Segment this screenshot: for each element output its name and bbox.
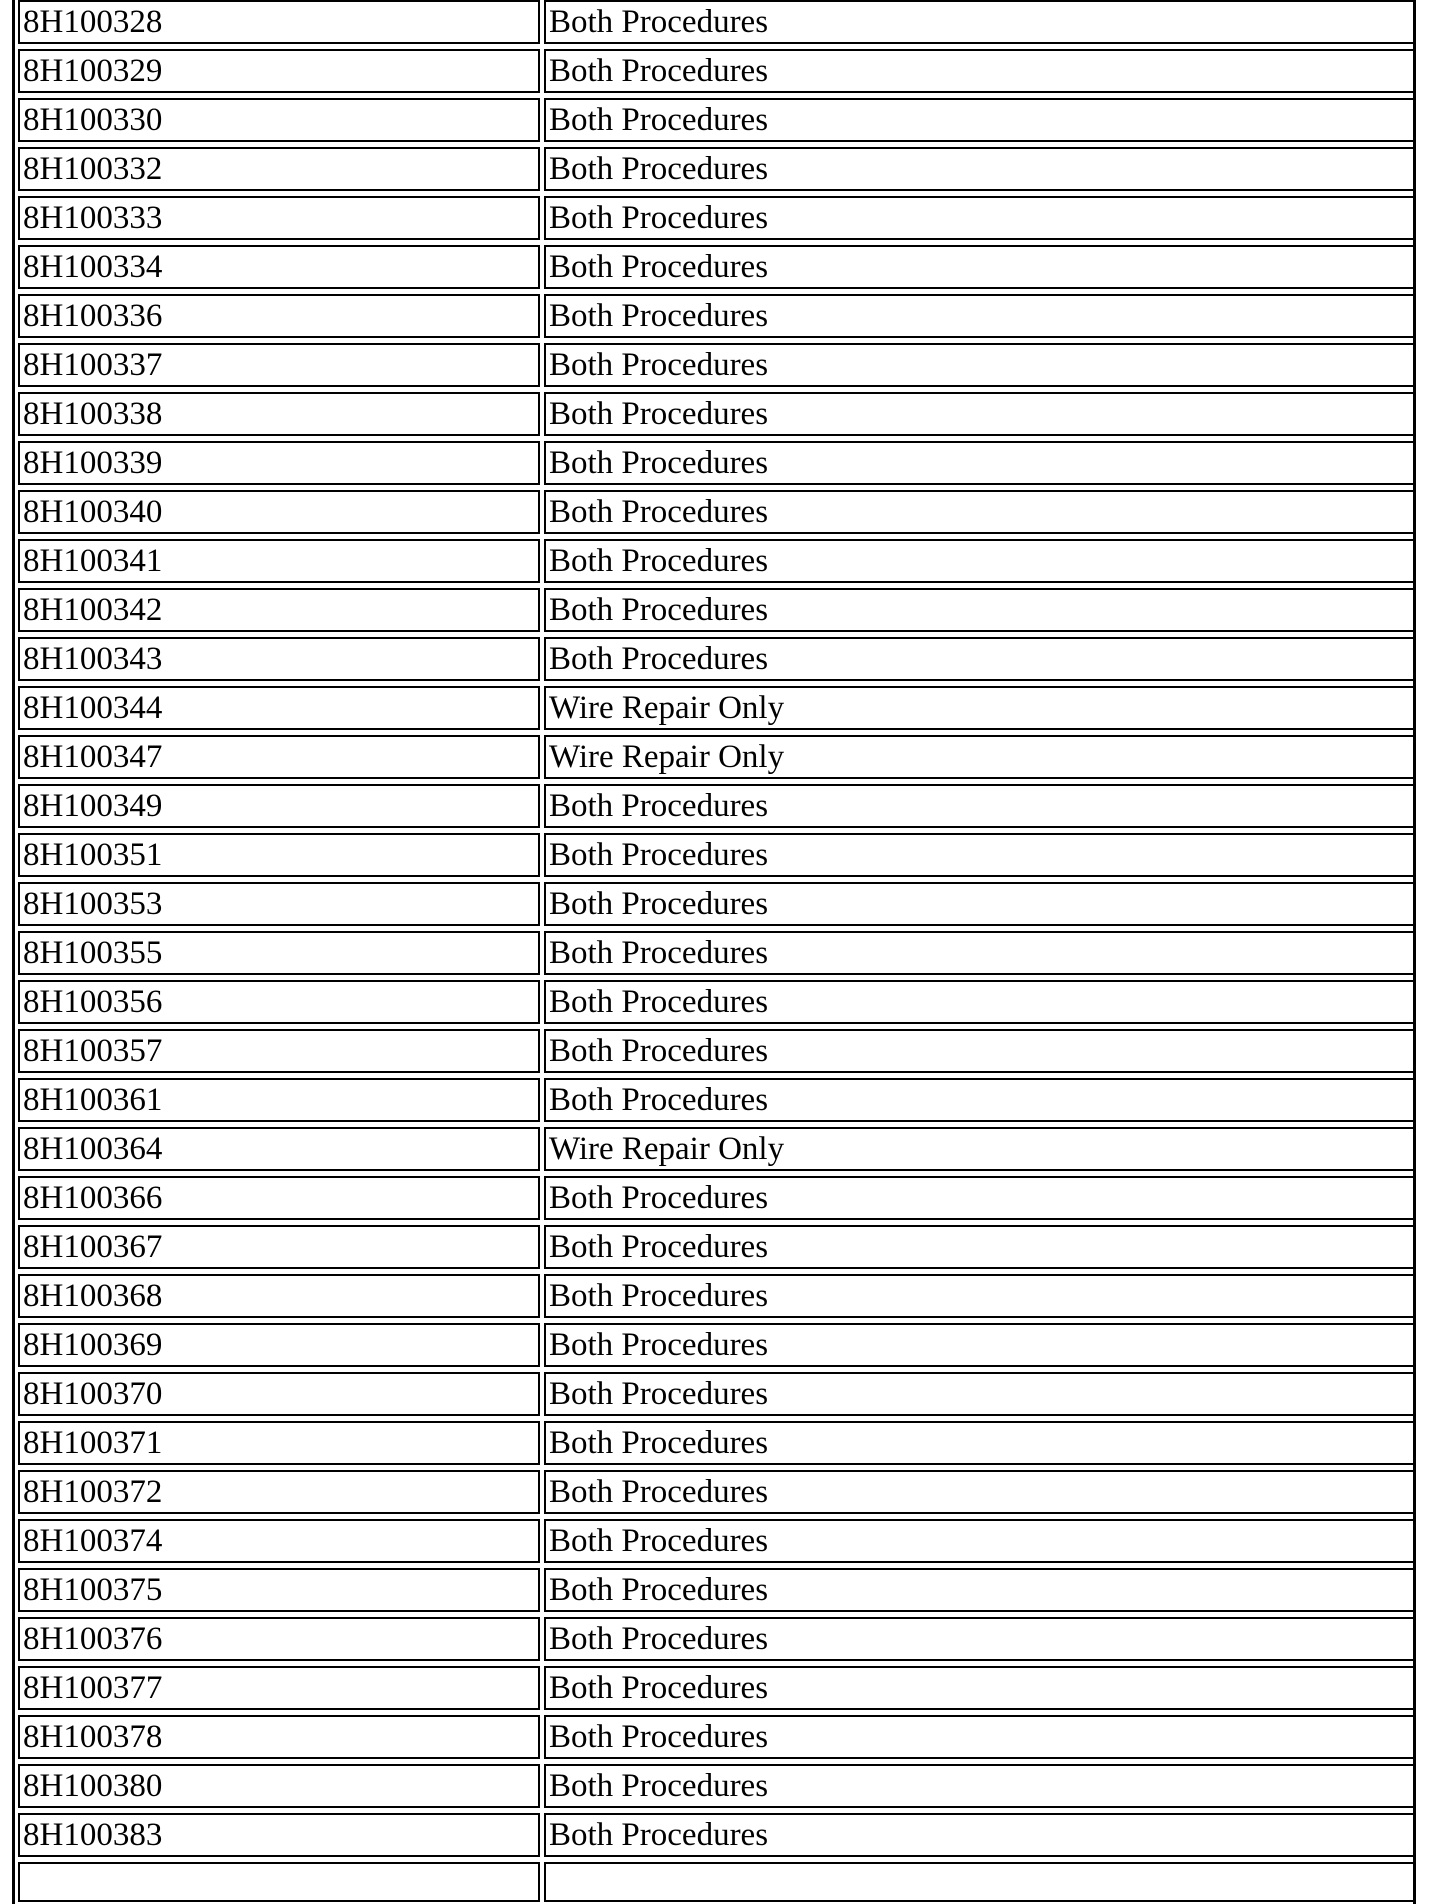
procedure-cell: Both Procedures bbox=[544, 294, 1416, 338]
procedure-cell: Both Procedures bbox=[544, 245, 1416, 289]
table-row bbox=[18, 49, 1416, 93]
table-row bbox=[18, 1274, 1416, 1318]
procedure-cell: Both Procedures bbox=[544, 392, 1416, 436]
procedure-cell: Both Procedures bbox=[544, 98, 1416, 142]
part-number-cell: 8H100357 bbox=[18, 1029, 540, 1073]
procedure-cell: Both Procedures bbox=[544, 1029, 1416, 1073]
table-row bbox=[18, 1078, 1416, 1122]
table-row bbox=[18, 294, 1416, 338]
procedure-cell: Both Procedures bbox=[544, 1715, 1416, 1759]
part-number-cell: 8H100368 bbox=[18, 1274, 540, 1318]
procedure-cell: Both Procedures bbox=[544, 1568, 1416, 1612]
part-number-cell: 8H100351 bbox=[18, 833, 540, 877]
table-row bbox=[18, 588, 1416, 632]
procedure-cell: Both Procedures bbox=[544, 1225, 1416, 1269]
procedure-cell: Both Procedures bbox=[544, 1764, 1416, 1808]
part-number-cell: 8H100375 bbox=[18, 1568, 540, 1612]
procedure-cell: Both Procedures bbox=[544, 1274, 1416, 1318]
table-row bbox=[18, 196, 1416, 240]
table-row bbox=[18, 1568, 1416, 1612]
procedure-cell: Both Procedures bbox=[544, 441, 1416, 485]
procedure-cell: Both Procedures bbox=[544, 1323, 1416, 1367]
part-number-cell: 8H100380 bbox=[18, 1764, 540, 1808]
part-number-cell: 8H100370 bbox=[18, 1372, 540, 1416]
part-number-cell: 8H100353 bbox=[18, 882, 540, 926]
procedure-cell: Both Procedures bbox=[544, 882, 1416, 926]
table-row bbox=[18, 1862, 1416, 1902]
procedure-cell: Wire Repair Only bbox=[544, 735, 1416, 779]
procedure-cell: Both Procedures bbox=[544, 980, 1416, 1024]
procedure-cell: Both Procedures bbox=[544, 0, 1416, 44]
part-number-cell: 8H100356 bbox=[18, 980, 540, 1024]
table-row bbox=[18, 735, 1416, 779]
part-number-cell: 8H100337 bbox=[18, 343, 540, 387]
part-number-cell: 8H100334 bbox=[18, 245, 540, 289]
table-row bbox=[18, 833, 1416, 877]
part-number-cell: 8H100361 bbox=[18, 1078, 540, 1122]
procedure-cell: Wire Repair Only bbox=[544, 686, 1416, 730]
part-number-cell: 8H100330 bbox=[18, 98, 540, 142]
table-row bbox=[18, 1029, 1416, 1073]
procedure-cell: Both Procedures bbox=[544, 588, 1416, 632]
table-row bbox=[18, 441, 1416, 485]
table-row bbox=[18, 1519, 1416, 1563]
procedure-cell: Both Procedures bbox=[544, 1470, 1416, 1514]
part-number-cell: 8H100339 bbox=[18, 441, 540, 485]
procedure-cell: Both Procedures bbox=[544, 49, 1416, 93]
part-number-cell: 8H100372 bbox=[18, 1470, 540, 1514]
part-number-cell: 8H100377 bbox=[18, 1666, 540, 1710]
procedure-cell: Both Procedures bbox=[544, 1813, 1416, 1857]
procedure-cell: Both Procedures bbox=[544, 1519, 1416, 1563]
table-row bbox=[18, 343, 1416, 387]
procedure-cell: Both Procedures bbox=[544, 833, 1416, 877]
table-row bbox=[18, 1715, 1416, 1759]
table-row bbox=[18, 686, 1416, 730]
part-number-cell: 8H100340 bbox=[18, 490, 540, 534]
table-row bbox=[18, 931, 1416, 975]
table-row bbox=[18, 1421, 1416, 1465]
part-number-cell: 8H100344 bbox=[18, 686, 540, 730]
procedure-cell: Both Procedures bbox=[544, 147, 1416, 191]
table-row bbox=[18, 882, 1416, 926]
procedure-cell: Wire Repair Only bbox=[544, 1127, 1416, 1171]
part-number-cell: 8H100376 bbox=[18, 1617, 540, 1661]
part-number-cell: 8H100333 bbox=[18, 196, 540, 240]
procedure-cell bbox=[544, 1862, 1416, 1902]
table-row bbox=[18, 1666, 1416, 1710]
table-row bbox=[18, 98, 1416, 142]
procedure-cell: Both Procedures bbox=[544, 343, 1416, 387]
part-number-cell: 8H100371 bbox=[18, 1421, 540, 1465]
part-number-cell: 8H100349 bbox=[18, 784, 540, 828]
procedure-cell: Both Procedures bbox=[544, 539, 1416, 583]
parts-procedure-table bbox=[14, 0, 1416, 1904]
part-number-cell: 8H100383 bbox=[18, 1813, 540, 1857]
table-row bbox=[18, 1813, 1416, 1857]
part-number-cell: 8H100367 bbox=[18, 1225, 540, 1269]
table-row bbox=[18, 392, 1416, 436]
procedure-cell: Both Procedures bbox=[544, 196, 1416, 240]
part-number-cell: 8H100343 bbox=[18, 637, 540, 681]
table-row bbox=[18, 490, 1416, 534]
part-number-cell: 8H100374 bbox=[18, 1519, 540, 1563]
part-number-cell: 8H100342 bbox=[18, 588, 540, 632]
part-number-cell: 8H100328 bbox=[18, 0, 540, 44]
procedure-cell: Both Procedures bbox=[544, 1372, 1416, 1416]
part-number-cell: 8H100366 bbox=[18, 1176, 540, 1220]
procedure-cell: Both Procedures bbox=[544, 1078, 1416, 1122]
table-row bbox=[18, 1372, 1416, 1416]
part-number-cell: 8H100369 bbox=[18, 1323, 540, 1367]
table-body bbox=[18, 0, 1416, 1902]
part-number-cell: 8H100378 bbox=[18, 1715, 540, 1759]
part-number-cell: 8H100341 bbox=[18, 539, 540, 583]
procedure-cell: Both Procedures bbox=[544, 1617, 1416, 1661]
procedure-cell: Both Procedures bbox=[544, 1176, 1416, 1220]
part-number-cell: 8H100364 bbox=[18, 1127, 540, 1171]
procedure-cell: Both Procedures bbox=[544, 490, 1416, 534]
part-number-cell: 8H100336 bbox=[18, 294, 540, 338]
procedure-cell: Both Procedures bbox=[544, 637, 1416, 681]
part-number-cell: 8H100347 bbox=[18, 735, 540, 779]
part-number-cell: 8H100332 bbox=[18, 147, 540, 191]
procedure-cell: Both Procedures bbox=[544, 1666, 1416, 1710]
part-number-cell: 8H100338 bbox=[18, 392, 540, 436]
part-number-cell: 8H100329 bbox=[18, 49, 540, 93]
procedure-cell: Both Procedures bbox=[544, 1421, 1416, 1465]
table-row bbox=[18, 1764, 1416, 1808]
table-row bbox=[18, 784, 1416, 828]
table-row bbox=[18, 147, 1416, 191]
table-row bbox=[18, 1176, 1416, 1220]
parts-table-frame bbox=[12, 0, 1416, 1904]
procedure-cell: Both Procedures bbox=[544, 784, 1416, 828]
table-row bbox=[18, 1127, 1416, 1171]
table-row bbox=[18, 1323, 1416, 1367]
table-row bbox=[18, 539, 1416, 583]
table-row bbox=[18, 1617, 1416, 1661]
table-row bbox=[18, 0, 1416, 44]
procedure-cell: Both Procedures bbox=[544, 931, 1416, 975]
table-row bbox=[18, 980, 1416, 1024]
table-row bbox=[18, 637, 1416, 681]
table-row bbox=[18, 245, 1416, 289]
part-number-cell: 8H100355 bbox=[18, 931, 540, 975]
part-number-cell bbox=[18, 1862, 540, 1902]
table-row bbox=[18, 1470, 1416, 1514]
table-row bbox=[18, 1225, 1416, 1269]
